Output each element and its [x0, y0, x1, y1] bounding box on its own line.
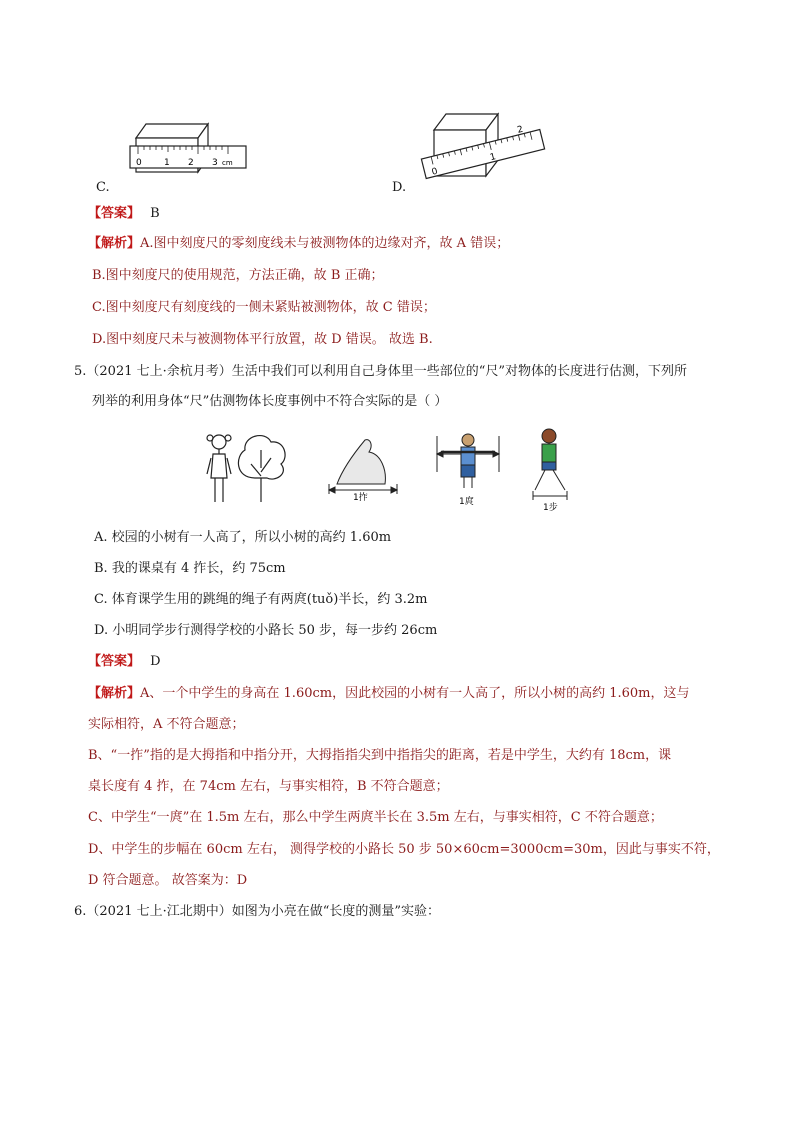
q4-analysis-line-3: C.图中刻度尺有刻度线的一侧未紧贴被测物体，故 C 错误； [92, 300, 436, 315]
q5-option-b: B. 我的课桌有 4 拃长，约 75cm [94, 561, 286, 576]
label-zha: 1拃 [353, 493, 368, 503]
hand-span-figure [329, 440, 397, 494]
ruler-c-tick-3: 3 [212, 158, 218, 168]
option-c-label: C. [96, 180, 110, 195]
answer-tag: 【答案】 [88, 206, 141, 221]
q6-stem: 6.（2021 七上·江北期中）如图为小亮在做“长度的测量”实验： [74, 904, 441, 919]
tree-figure [238, 436, 285, 502]
analysis-text: A、一个中学生的身高在 1.60cm，因此校园的小树有一人高了，所以小树的高约 1.60m，这与 [140, 686, 690, 701]
q5-analysis-line-3: B、“一拃”指的是大拇指和中指分开，大拇指指尖到中指指尖的距离，若是中学生，大约有 18cm，课 [88, 748, 672, 763]
q5-stem-line-2: 列举的利用身体“尺”估测物体长度事例中不符合实际的是（ ） [92, 394, 448, 409]
body-ruler-figure [205, 428, 585, 514]
ruler-c-tick-2: 2 [188, 158, 194, 168]
answer-tag: 【答案】 [88, 654, 141, 669]
q5-option-a: A. 校园的小树有一人高了，所以小树的高约 1.60m [94, 530, 392, 545]
q4-analysis-line-4: D.图中刻度尺未与被测物体平行放置，故 D 错误。 故选 B. [92, 332, 433, 347]
q5-stem-line-1: 5.（2021 七上·余杭月考）生活中我们可以利用自己身体里一些部位的“尺”对物体的长度进行估测，下列所 [74, 364, 688, 379]
q5-analysis-line-2: 实际相符，A 不符合题意； [88, 717, 245, 732]
ruler-c-tick-1: 1 [164, 158, 170, 168]
q5-analysis-line-6: D、中学生的步幅在 60cm 左右， 测得学校的小路长 50 步 50×60cm=3000cm=30m，因此与事实不符， [88, 842, 720, 857]
q4-answer [88, 204, 160, 224]
option-c-figure [126, 120, 251, 180]
label-tuo: 1庹 [459, 497, 474, 507]
analysis-tag: 【解析】 [88, 686, 141, 701]
ruler-c-unit: cm [222, 159, 233, 167]
option-d-label: D. [392, 180, 407, 195]
q4-analysis-line-2: B.图中刻度尺的使用规范，方法正确，故 B 正确； [92, 268, 384, 283]
arm-span-figure [437, 434, 499, 488]
girl-figure [207, 435, 231, 502]
step-figure [533, 429, 567, 500]
q5-analysis-line-4: 桌长度有 4 拃，在 74cm 左右，与事实相符，B 不符合题意； [88, 779, 449, 794]
ruler-c-tick-0: 0 [136, 158, 142, 168]
analysis-text: A.图中刻度尺的零刻度线未与被测物体的边缘对齐，故 A 错误； [140, 236, 510, 251]
analysis-tag: 【解析】 [88, 236, 141, 251]
q5-answer [88, 652, 161, 672]
ruler-d-tick-2: 2 [516, 124, 525, 136]
q5-analysis-line-7: D 符合题意。 故答案为：D [88, 873, 248, 888]
answer-value: B [150, 206, 160, 221]
q5-option-c: C. 体育课学生用的跳绳的绳子有两庹(tuǒ)半长，约 3.2m [94, 592, 428, 607]
q5-analysis-line-5: C、中学生“一庹”在 1.5m 左右，那么中学生两庹半长在 3.5m 左右，与事实相符，C 不符合题意； [88, 810, 663, 825]
ruler-d-tick-0: 0 [430, 166, 439, 178]
q5-analysis-line-1 [88, 684, 690, 704]
ruler-d-tick-1: 1 [489, 152, 498, 164]
label-bu: 1步 [543, 503, 558, 513]
option-d-figure [418, 108, 548, 183]
q4-analysis-line-1 [88, 234, 509, 254]
answer-value: D [150, 654, 161, 669]
ruler-c-drawing [126, 120, 251, 180]
body-ruler-drawing [205, 428, 585, 514]
ruler-d-drawing [418, 108, 548, 183]
q5-option-d: D. 小明同学步行测得学校的小路长 50 步，每一步约 26cm [94, 623, 438, 638]
